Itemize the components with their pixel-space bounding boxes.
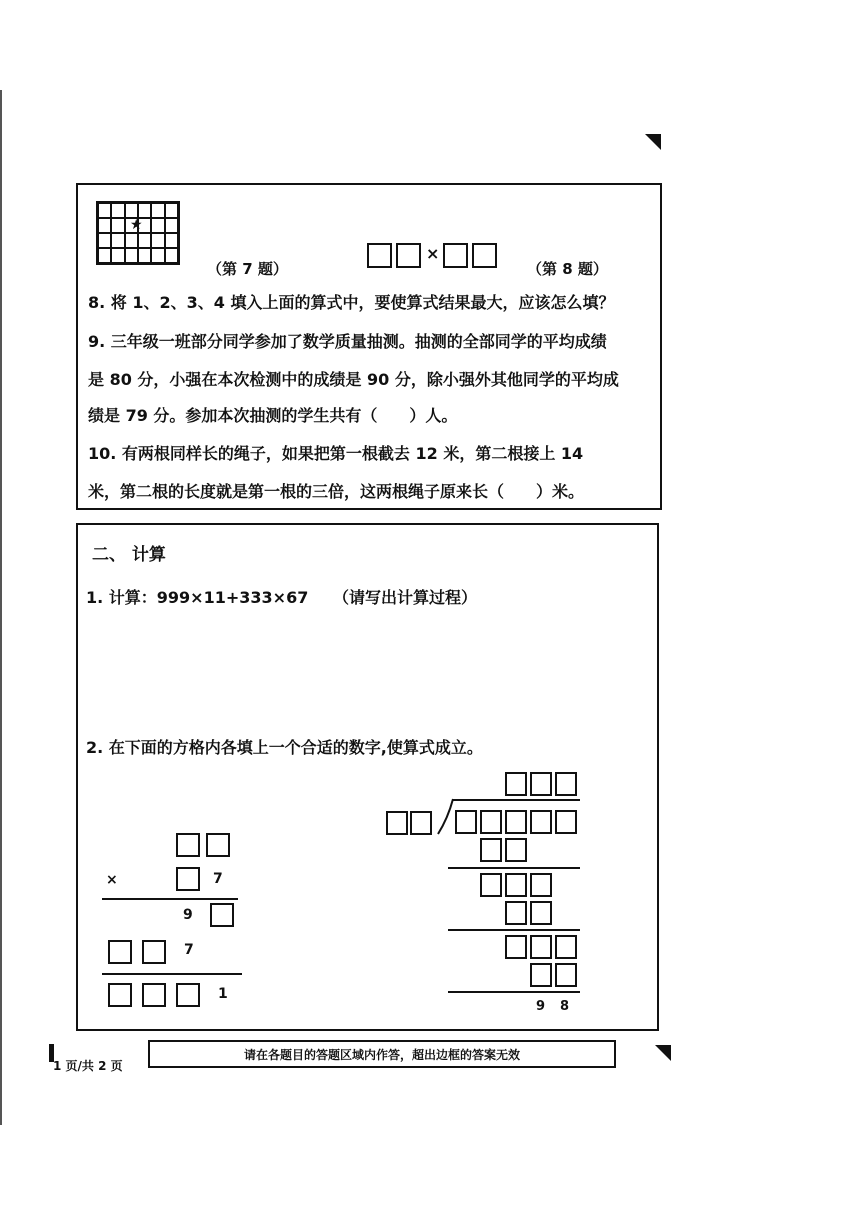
mult-box-row5-3 <box>176 983 200 1007</box>
mult-digit-7a: 7 <box>213 871 223 887</box>
div-line-3 <box>448 991 580 993</box>
div-line-1 <box>448 867 580 869</box>
mult-digit-7b: 7 <box>184 942 194 958</box>
mult-box-row4-2 <box>142 940 166 964</box>
q8-box-1 <box>367 243 392 268</box>
div-dividend-box-1 <box>455 810 477 834</box>
q9-line-3: 绩是 79 分。参加本次抽测的学生共有（ ）人。 <box>88 406 458 425</box>
div-quotient-box-2 <box>530 772 552 796</box>
div-remainder-9: 9 <box>536 999 546 1014</box>
div-step1-box-2 <box>505 838 527 862</box>
q8-box-3 <box>443 243 468 268</box>
div-step4-box-2 <box>530 935 552 959</box>
div-dividend-box-4 <box>530 810 552 834</box>
q8-multiply-sign: × <box>426 244 440 263</box>
corner-mark-top-right <box>645 134 663 152</box>
div-step5-box-1 <box>530 963 552 987</box>
div-step5-box-2 <box>555 963 577 987</box>
mult-box-row3 <box>210 903 234 927</box>
q10-line-1: 10. 有两根同样长的绳子，如果把第一根截去 12 米，第二根接上 14 <box>88 444 584 463</box>
calc-q1: 1. 计算：999×11+333×67 <box>86 588 309 607</box>
mult-digit-9: 9 <box>183 907 193 923</box>
q7-grid-figure <box>96 201 180 265</box>
q8-box-2 <box>396 243 421 268</box>
mult-box-top-2 <box>206 833 230 857</box>
div-step2-box-1 <box>480 873 502 897</box>
calc-q2: 2. 在下面的方格内各填上一个合适的数字,使算式成立。 <box>86 738 483 757</box>
div-bracket-top <box>452 799 580 801</box>
div-quotient-box-1 <box>505 772 527 796</box>
q8-box-4 <box>472 243 497 268</box>
mult-box-row4-1 <box>108 940 132 964</box>
mult-line-2 <box>102 973 242 975</box>
q9-line-2: 是 80 分，小强在本次检测中的成绩是 90 分，除小强外其他同学的平均成 <box>88 370 619 389</box>
page-number: 1 页/共 2 页 <box>53 1059 123 1073</box>
footer-notice: 请在各题目的答题区域内作答，超出边框的答案无效 <box>243 1047 520 1062</box>
div-line-2 <box>448 929 580 931</box>
mult-digit-1: 1 <box>218 986 228 1002</box>
div-bracket-curve <box>436 798 456 836</box>
q7-caption: （第 7 题） <box>207 260 288 278</box>
section-heading: 二、 计算 <box>92 545 166 565</box>
div-remainder-8: 8 <box>560 999 570 1014</box>
div-divisor-box-2 <box>410 811 432 835</box>
div-dividend-box-3 <box>505 810 527 834</box>
mult-box-row5-1 <box>108 983 132 1007</box>
div-quotient-box-3 <box>555 772 577 796</box>
footer-notice-box <box>148 1040 616 1068</box>
mult-times-sign: × <box>106 872 118 888</box>
binder-line <box>0 90 2 1125</box>
div-step1-box-1 <box>480 838 502 862</box>
div-step3-box-1 <box>505 901 527 925</box>
mult-line-1 <box>102 898 238 900</box>
mult-box-row5-2 <box>142 983 166 1007</box>
q10-line-2: 米，第二根的长度就是第一根的三倍，这两根绳子原来长（ ）米。 <box>88 482 585 501</box>
mult-box-top-1 <box>176 833 200 857</box>
div-divisor-box-1 <box>386 811 408 835</box>
calc-q1-hint: （请写出计算过程） <box>333 588 478 607</box>
corner-mark-bottom-right <box>655 1045 673 1063</box>
q8-text: 8. 将 1、2、3、4 填入上面的算式中，要使算式结果最大，应该怎么填？ <box>88 293 615 312</box>
div-dividend-box-2 <box>480 810 502 834</box>
div-step2-box-2 <box>505 873 527 897</box>
star-icon: ★ <box>130 217 143 233</box>
div-step3-box-2 <box>530 901 552 925</box>
q8-caption: （第 8 题） <box>527 260 608 278</box>
div-step4-box-1 <box>505 935 527 959</box>
q9-line-1: 9. 三年级一班部分同学参加了数学质量抽测。抽测的全部同学的平均成绩 <box>88 332 607 351</box>
div-step2-box-3 <box>530 873 552 897</box>
mult-box-mid <box>176 867 200 891</box>
div-dividend-box-5 <box>555 810 577 834</box>
div-step4-box-3 <box>555 935 577 959</box>
